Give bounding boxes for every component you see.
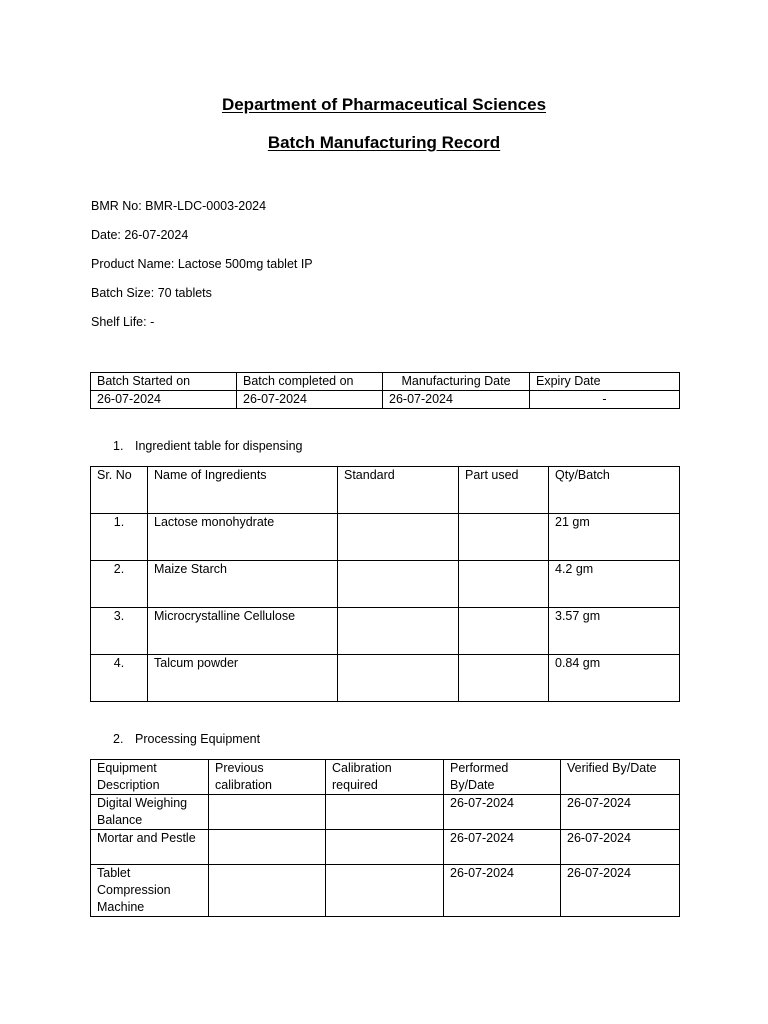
batch-started-value: 26-07-2024 (91, 391, 237, 409)
table-header-row (91, 467, 680, 514)
equipment-table (90, 759, 680, 917)
record-title: Batch Manufacturing Record (267, 133, 501, 152)
calibration-required-cell (326, 795, 444, 830)
header-expiry-date: Expiry Date (530, 373, 680, 391)
standard-cell (338, 514, 459, 561)
performed-by-cell: 26-07-2024 (444, 865, 561, 917)
header-equipment-description: Equipment Description (91, 760, 209, 795)
expiry-date-value: - (530, 391, 680, 409)
verified-by-cell: 26-07-2024 (561, 830, 680, 865)
ingredient-name-cell: Talcum powder (148, 655, 338, 702)
section-number: 1. (113, 439, 124, 453)
verified-by-cell: 26-07-2024 (561, 865, 680, 917)
table-row (91, 514, 680, 561)
section-title: Processing Equipment (135, 732, 261, 746)
sr-cell: 1. (91, 514, 148, 561)
product-name: Product Name: Lactose 500mg tablet IP (91, 257, 313, 271)
table-row (91, 561, 680, 608)
header-batch-completed: Batch completed on (237, 373, 383, 391)
ingredients-table (90, 466, 680, 702)
ingredient-name-cell: Lactose monohydrate (148, 514, 338, 561)
header-verified-by: Verified By/Date (561, 760, 680, 795)
qty-cell: 4.2 gm (549, 561, 680, 608)
performed-by-cell: 26-07-2024 (444, 830, 561, 865)
previous-calibration-cell (209, 865, 326, 917)
part-used-cell (459, 561, 549, 608)
qty-cell: 3.57 gm (549, 608, 680, 655)
batch-completed-value: 26-07-2024 (237, 391, 383, 409)
shelf-life: Shelf Life: - (91, 315, 155, 329)
sr-cell: 3. (91, 608, 148, 655)
header-sr-no: Sr. No (91, 467, 148, 514)
table-row (91, 608, 680, 655)
header-previous-calibration: Previous calibration (209, 760, 326, 795)
header-qty-batch: Qty/Batch (549, 467, 680, 514)
table-row (91, 655, 680, 702)
calibration-required-cell (326, 830, 444, 865)
bmr-number: BMR No: BMR-LDC-0003-2024 (91, 199, 267, 213)
batch-size: Batch Size: 70 tablets (91, 286, 212, 300)
table-row (91, 830, 680, 865)
section-heading-ingredients (113, 439, 302, 453)
qty-cell: 0.84 gm (549, 655, 680, 702)
previous-calibration-cell (209, 830, 326, 865)
previous-calibration-cell (209, 795, 326, 830)
header-calibration-required: Calibration required (326, 760, 444, 795)
header-performed-by: Performed By/Date (444, 760, 561, 795)
sr-cell: 2. (91, 561, 148, 608)
ingredient-name-cell: Maize Starch (148, 561, 338, 608)
part-used-cell (459, 514, 549, 561)
header-manufacturing-date: Manufacturing Date (383, 373, 530, 391)
table-row (91, 865, 680, 917)
section-heading-equipment (113, 732, 260, 746)
standard-cell (338, 561, 459, 608)
standard-cell (338, 655, 459, 702)
record-date: Date: 26-07-2024 (91, 228, 189, 242)
table-header-row (91, 760, 680, 795)
manufacturing-date-value: 26-07-2024 (383, 391, 530, 409)
department-title: Department of Pharmaceutical Sciences (221, 95, 547, 114)
qty-cell: 21 gm (549, 514, 680, 561)
header-standard: Standard (338, 467, 459, 514)
calibration-required-cell (326, 865, 444, 917)
equipment-cell: Mortar and Pestle (91, 830, 209, 865)
table-row (91, 391, 680, 409)
section-number: 2. (113, 732, 124, 746)
sr-cell: 4. (91, 655, 148, 702)
part-used-cell (459, 608, 549, 655)
part-used-cell (459, 655, 549, 702)
table-header-row (91, 373, 680, 391)
equipment-cell: Digital Weighing Balance (91, 795, 209, 830)
section-title: Ingredient table for dispensing (135, 439, 303, 453)
standard-cell (338, 608, 459, 655)
header-ingredient-name: Name of Ingredients (148, 467, 338, 514)
header-part-used: Part used (459, 467, 549, 514)
batch-dates-table (90, 372, 680, 409)
ingredient-name-cell: Microcrystalline Cellulose (148, 608, 338, 655)
table-row (91, 795, 680, 830)
header-batch-started: Batch Started on (91, 373, 237, 391)
verified-by-cell: 26-07-2024 (561, 795, 680, 830)
equipment-cell: Tablet Compression Machine (91, 865, 209, 917)
performed-by-cell: 26-07-2024 (444, 795, 561, 830)
